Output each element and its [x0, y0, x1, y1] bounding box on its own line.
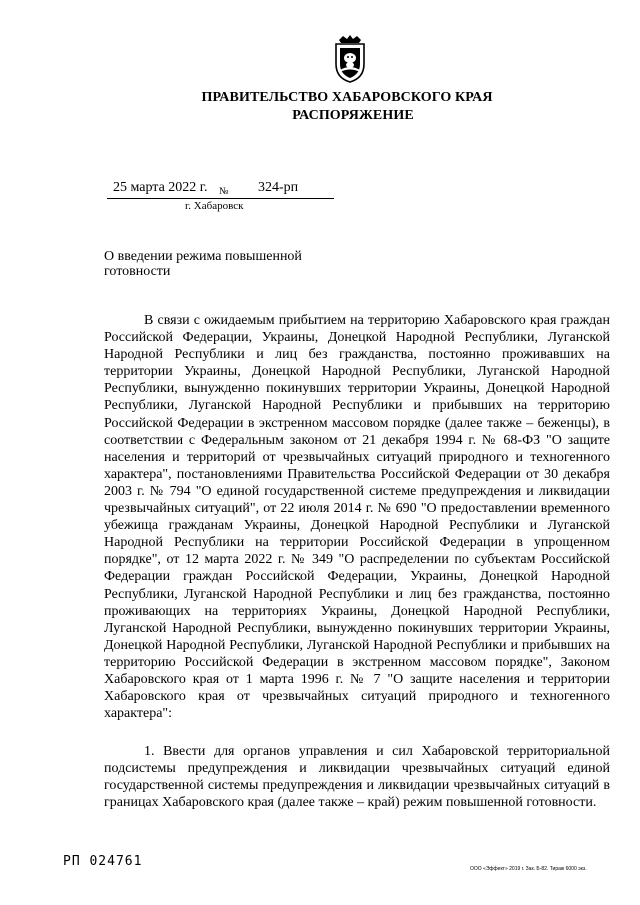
- preamble-paragraph: В связи с ожидаемым прибытием на территорию Хабаровского края граждан Российской Федерации, Украины, Донецкой Народной Республики, Луганской Народной Республики и лиц без гражданства, постоянно проживавших на территории Украины, Донецкой Народной Республики, Луганской Народной Республики, вынужденно покинувших территории Украины, Донецкой Народной Республики, Луганской Народной Республики и прибывших на территорию Российской Федерации в экстренном массовом порядке (далее также – беженцы), в соответствии с Федеральным законом от 21 декабря 1994 г. № 68-ФЗ "О защите населения и территорий от чрезвычайных ситуаций природного и техногенного характера", постановлениями Правительства Российской Федерации от 30 декабря 2003 г. № 794 "О единой государственной системе предупреждения и ликвидации чрезвычайных ситуаций", от 22 июля 2014 г. № 690 "О предоставлении временного убежища гражданам Украины, Донецкой Народной Республики и Луганской Народной Республики на территории Российской Федерации в упрощенном порядке", от 12 марта 2022 г. № 349 "О распределении по субъектам Российской Федерации граждан Российской Федерации, Украины, Донецкой Народной Республики, Луганской Народной Республики и лиц без гражданства, постоянно проживающих на территориях Украины, Донецкой Народной Республики, Луганской Народной Республики, вынужденно покинувших территории Украины, Донецкой Народной Республики, Луганской Народной Республики и прибывших на территорию Российской Федерации в экстренном массовом порядке", Законом Хабаровского края от 1 марта 1996 г. № 7 "О защите населения и территории Хабаровского края от чрезвычайных ситуаций природного и техногенного характера":: [104, 313, 610, 722]
- document-number: 324-рп: [258, 180, 299, 195]
- clause-paragraph-1: 1. Ввести для органов управления и сил Хабаровской территориальной подсистемы предупреждения и ликвидации чрезвычайных ситуаций единой государственной системы предупреждения и ликвидации чрезвычайных ситуаций в границах Хабаровского края (далее также – край) режим повышенной готовности.: [104, 744, 610, 811]
- coat-of-arms-icon: [330, 34, 370, 84]
- bear-shield-icon: [330, 34, 370, 84]
- printer-imprint: ООО «Эффект» 2019 г. Зак. Б-82. Тираж 6000 экз.: [470, 866, 587, 872]
- document-date: 25 марта 2022 г.: [113, 180, 208, 195]
- form-serial-number: РП 024761: [63, 854, 143, 869]
- document-subject: О введении режима повышенной готовности: [104, 249, 302, 279]
- document-city: г. Хабаровск: [185, 200, 244, 212]
- document-type-title: РАСПОРЯЖЕНИЕ: [292, 108, 414, 123]
- number-label: №: [219, 186, 229, 197]
- government-title: ПРАВИТЕЛЬСТВО ХАБАРОВСКОГО КРАЯ: [201, 90, 493, 105]
- date-number-underline: [107, 198, 334, 199]
